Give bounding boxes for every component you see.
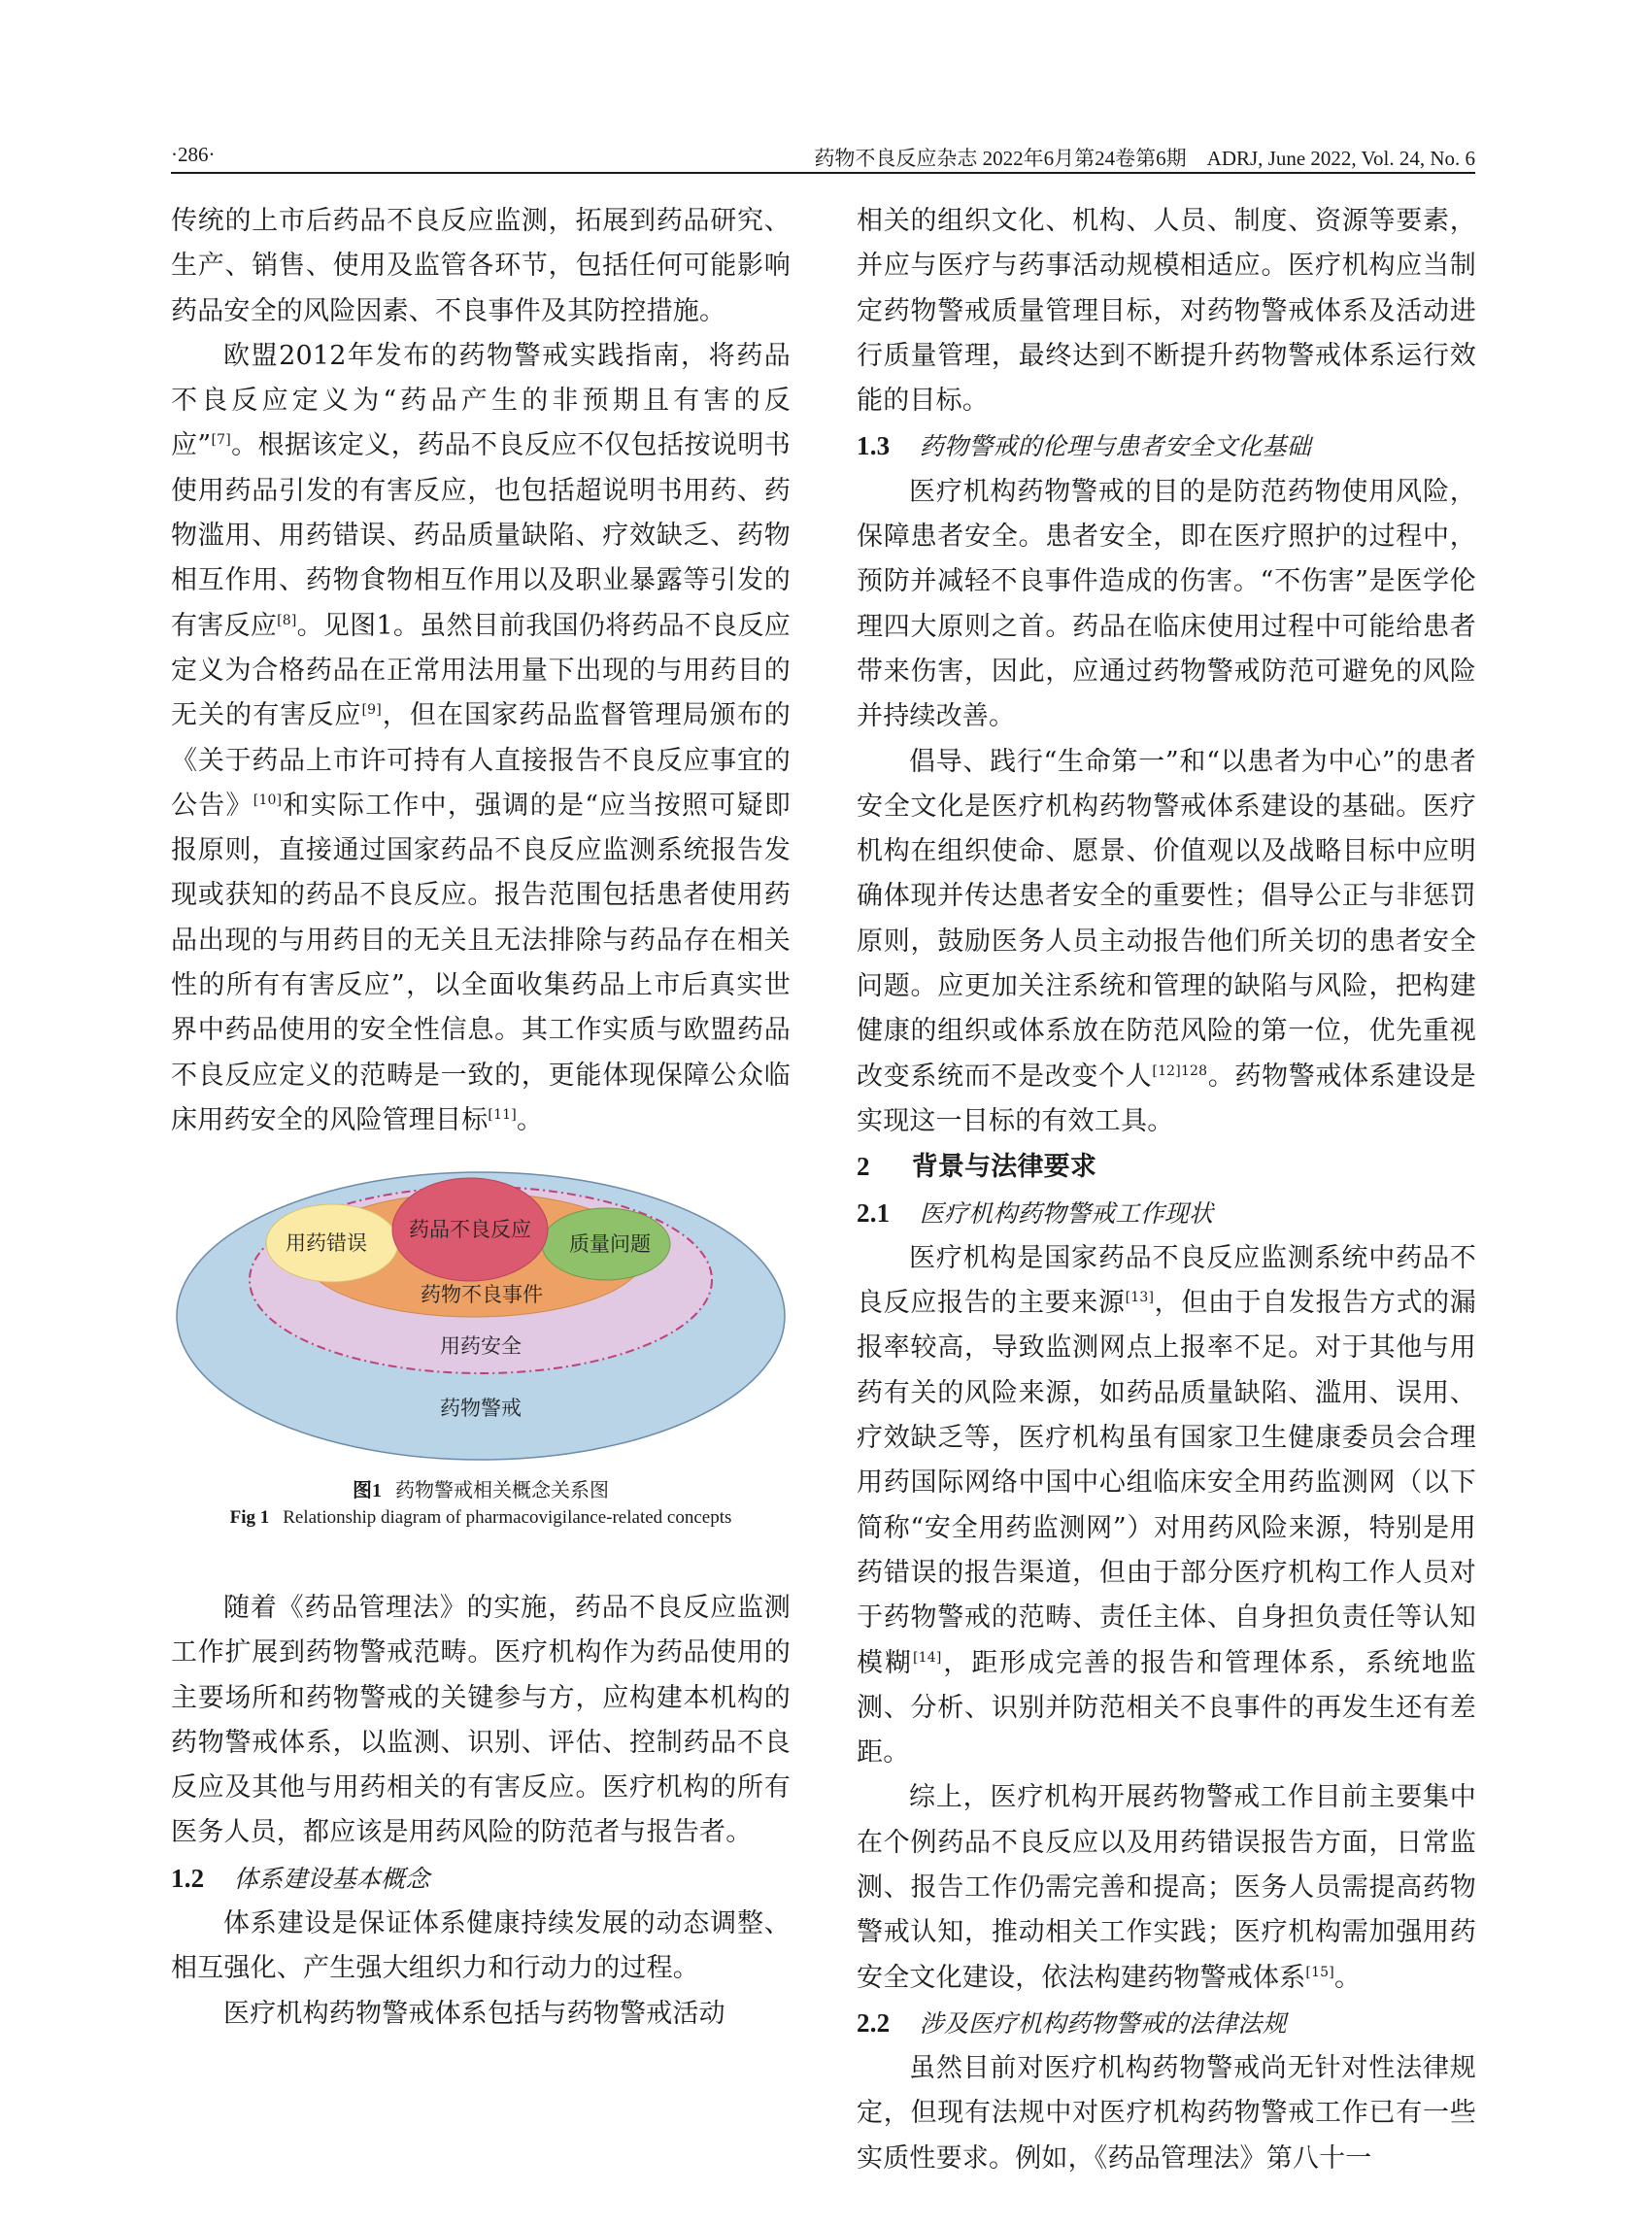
heading-text: 体系建设基本概念	[233, 1864, 430, 1893]
citation-ref: [12]128	[1152, 1062, 1208, 1079]
left-column-bottom	[171, 1586, 791, 2037]
quality-issue-label: 质量问题	[569, 1232, 651, 1256]
paragraph: 传统的上市后药品不良反应监测，拓展到药品研究、生产、销售、使用及监管各环节，包括任何可能影响药品安全的风险因素、不良事件及其防控措施。	[171, 206, 791, 326]
figure-title-en: Relationship diagram of pharmacovigilance-related concepts	[283, 1507, 732, 1528]
citation-ref: [11]	[488, 1106, 517, 1123]
paragraph	[857, 1236, 1476, 1776]
paragraph	[857, 1775, 1476, 2000]
running-header	[171, 135, 1475, 174]
citation-ref: [9]	[361, 702, 382, 719]
paragraph: 医疗机构药物警戒的目的是防范药物使用风险，保障患者安全。患者安全，即在医疗照护的过程中，预防并减轻不良事件造成的伤害。“不伤害”是医学伦理四大原则之首。药品在临床使用过程中可能给患者带来伤害，因此，应通过药物警戒防范可避免的风险并持续改善。	[857, 476, 1476, 732]
section-heading	[857, 1144, 1476, 1190]
medication-safety-label: 用药安全	[440, 1334, 522, 1358]
heading-number: 2.2	[857, 2007, 891, 2038]
text-run: 。	[1333, 1962, 1362, 1993]
citation-ref: [10]	[253, 792, 283, 808]
figure-label-en: Fig 1	[229, 1507, 270, 1528]
adr-label: 药品不良反应	[409, 1218, 531, 1241]
text-run: 和实际工作中，强调的是“应当按照可疑即报原则，直接通过国家药品不良反应监测系统报告发现或获知的药品不良反应。报告范围包括患者使用药品出现的与用药目的无关且无法排除与药品存在相关性的所有有害反应”，以全面收集药品上市后真实世界中药品使用的安全性信息。其工作实质与欧盟药品不良反应定义的范畴是一致的，更能体现保障公众临床用药安全的风险管理目标	[171, 790, 791, 1135]
page-number: ·286·	[171, 143, 216, 166]
left-column-top	[171, 199, 791, 1143]
heading-text: 医疗机构药物警戒工作现状	[919, 1198, 1214, 1228]
text-run: 。见图1。虽然目前我国仍将药品不良反应定义为合格药品在正常用法用量下出现的与用药目的无关的有害反应	[171, 610, 791, 731]
header-divider	[171, 172, 1475, 174]
text-run: 欧盟2012年发布的药物警戒实践指南，将药品不良反应定义为“药品产生的非预期且有害的反应”	[171, 340, 791, 461]
text-run: ，距形成完善的报告和管理体系，系统地监测、分析、识别并防范相关不良事件的再发生还有差距。	[857, 1647, 1476, 1769]
paragraph	[857, 740, 1476, 1145]
figure-title-cn: 药物警戒相关概念关系图	[395, 1478, 609, 1501]
citation-ref: [13]	[1125, 1290, 1155, 1306]
text-run: 医疗机构是国家药品不良反应监测系统中药品不良反应报告的主要来源	[857, 1242, 1476, 1319]
figure-caption-cn	[171, 1474, 791, 1502]
paragraph: 虽然目前对医疗机构药物警戒尚无针对性法律规定，但现有法规中对医疗机构药物警戒工作已有一些实质性要求。例如，《药品管理法》第八十一	[857, 2053, 1476, 2174]
figure-caption-en	[171, 1507, 791, 1529]
text-run: 。	[516, 1104, 544, 1135]
figure-1	[171, 1165, 791, 1554]
paragraph: 相关的组织文化、机构、人员、制度、资源等要素，并应与医疗与药事活动规模相适应。医疗机构应当制定药物警戒质量管理目标，对药物警戒体系及活动进行质量管理，最终达到不断提升药物警戒体系运行效能的目标。	[857, 206, 1476, 417]
heading-text: 药物警戒的伦理与患者安全文化基础	[919, 432, 1311, 461]
paragraph: 体系建设是保证体系健康持续发展的动态调整、相互强化、产生强大组织力和行动力的过程。	[171, 1908, 791, 1984]
paragraph	[171, 334, 791, 1143]
text-run: ，但在国家药品监督管理局颁布的《关于药品上市许可持有人直接报告不良反应事宜的公告》	[171, 700, 791, 821]
pharmacovigilance-label: 药物警戒	[440, 1397, 522, 1420]
subsection-heading	[857, 2001, 1476, 2046]
heading-number: 1.2	[171, 1863, 205, 1893]
figure-label-cn: 图1	[353, 1480, 382, 1501]
subsection-heading	[857, 1191, 1476, 1236]
citation-ref: [7]	[211, 432, 231, 449]
paragraph: 医疗机构药物警戒体系包括与药物警戒活动	[223, 1998, 725, 2029]
text-run: ，但由于自发报告方式的漏报率较高，导致监测网点上报率不足。对于其他与用药有关的风险来源，如药品质量缺陷、滥用、误用、疗效缺乏等，医疗机构虽有国家卫生健康委员会合理用药国际网络中国中心组临床安全用药监测网（以下简称“安全用药监测网”）对用药风险来源，特别是用药错误的报告渠道，但由于部分医疗机构工作人员对于药物警戒的范畴、责任主体、自身担负责任等认知模糊	[857, 1288, 1477, 1678]
heading-text: 涉及医疗机构药物警戒的法律法规	[919, 2008, 1287, 2038]
citation-ref: [14]	[912, 1649, 942, 1666]
subsection-heading	[171, 1856, 791, 1902]
journal-citation: 药物不良反应杂志 2022年6月第24卷第6期 ADRJ, June 2022, Vol. 24, No. 6	[814, 147, 1475, 170]
concept-diagram	[171, 1165, 791, 1466]
text-run: 。根据该定义，药品不良反应不仅包括按说明书使用药品引发的有害反应，也包括超说明书用药、药物滥用、用药错误、药品质量缺陷、疗效缺乏、药物相互作用、药物食物相互作用以及职业暴露等引发的有害反应	[171, 430, 791, 641]
paragraph: 随着《药品管理法》的实施，药品不良反应监测工作扩展到药物警戒范畴。医疗机构作为药品使用的主要场所和药物警戒的关键参与方，应构建本机构的药物警戒体系，以监测、识别、评估、控制药品不良反应及其他与用药相关的有害反应。医疗机构的所有医务人员，都应该是用药风险的防范者与报告者。	[171, 1593, 791, 1848]
citation-ref: [15]	[1305, 1964, 1334, 1980]
medication-error-label: 用药错误	[286, 1231, 367, 1255]
adverse-drug-event-label: 药物不良事件	[421, 1283, 543, 1306]
text-run: 倡导、践行“生命第一”和“以患者为中心”的患者安全文化是医疗机构药物警戒体系建设的基础。医疗机构在组织使命、愿景、价值观以及战略目标中应明确体现并传达患者安全的重要性；倡导公正与非惩罚原则，鼓励医务人员主动报告他们所关切的患者安全问题。应更加关注系统和管理的缺陷与风险，把构建健康的组织或体系放在防范风险的第一位，优先重视改变系统而不是改变个人	[857, 746, 1476, 1092]
heading-number: 2.1	[857, 1197, 891, 1228]
text-run: 综上，医疗机构开展药物警戒工作目前主要集中在个例药品不良反应以及用药错误报告方面，日常监测、报告工作仍需完善和提高；医务人员需提高药物警戒认知，推动相关工作实践；医疗机构需加强用药安全文化建设，依法构建药物警戒体系	[857, 1782, 1476, 1993]
heading-number: 2	[857, 1152, 870, 1182]
right-column	[857, 199, 1476, 2181]
subsection-heading	[857, 423, 1476, 469]
heading-number: 1.3	[857, 431, 891, 461]
heading-text: 背景与法律要求	[911, 1152, 1097, 1183]
text-run: 。药物警戒体系建设是实现这一目标的有效工具。	[857, 1061, 1477, 1136]
citation-ref: [8]	[277, 612, 297, 628]
